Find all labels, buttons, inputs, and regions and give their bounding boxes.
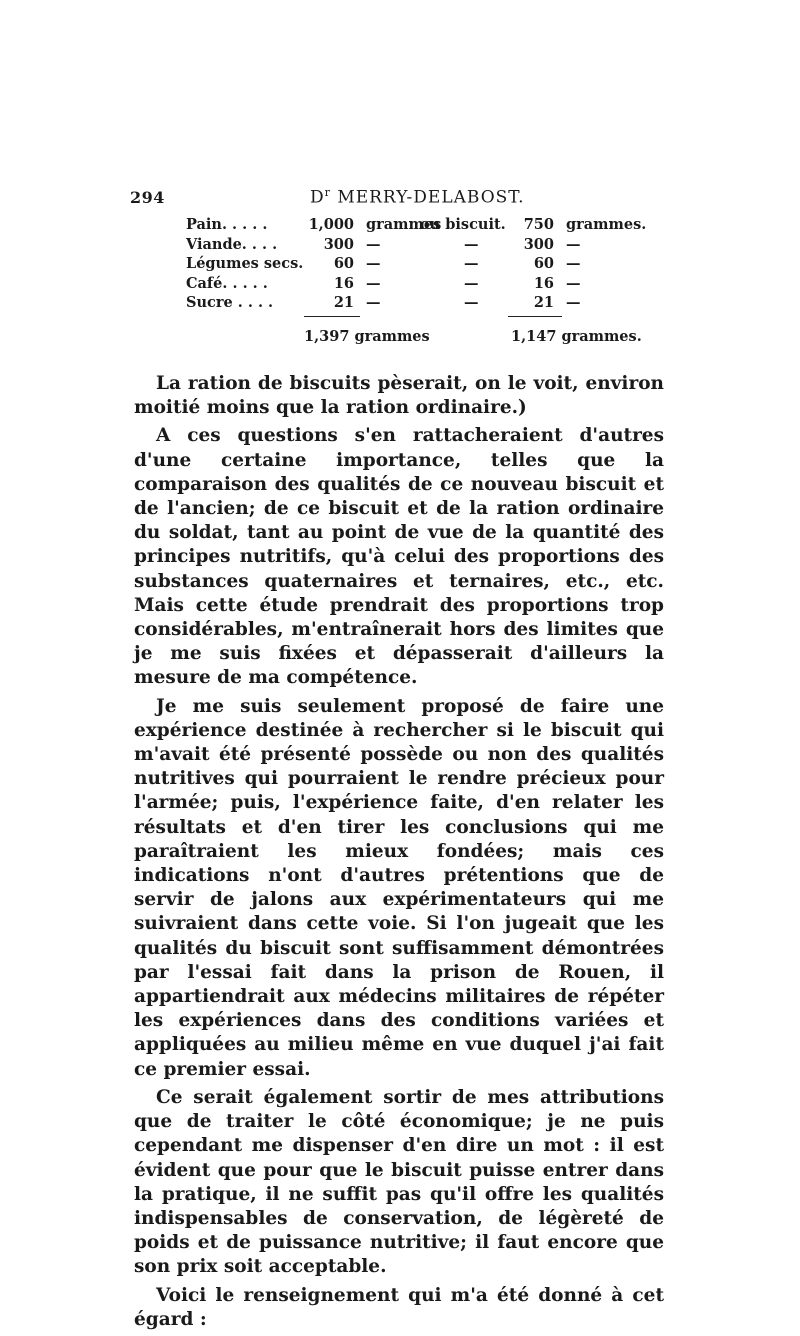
row-unit-ordinary: grammes	[366, 216, 442, 233]
paragraph: Je me suis seulement proposé de faire une expérience destinée à rechercher si le biscuit qui m'avait été présenté possède ou non des qualités nutritives qui pourraient le rendre précieux pour l'armée; puis, l'expérience faite, d'en relater les résultats et d'en tirer les conclusions qui me paraîtraient les mieux fondées; mais ces indications n'ont d'autres prétentions que de servir de jalons aux expérimentateurs qui me suivraient dans cette voie. Si l'on jugeait que les qualités du biscuit sont suffisamment démontrées par l'essai fait dans la prison de Rouen, il appartiendrait aux médecins militaires de répéter les expériences dans des conditions variées et appliquées au milieu même en vue duquel j'ai fait ce premier essai.	[134, 695, 664, 1080]
table-row	[186, 236, 646, 256]
row-dash: —	[464, 274, 479, 292]
row-unit-ordinary: —	[366, 294, 381, 311]
table-row	[186, 275, 646, 295]
row-quantity-biscuit: 60	[533, 255, 554, 272]
paragraph: Voici le renseignement qui m'a été donné à cet égard :	[134, 1284, 664, 1330]
totals-row	[186, 328, 646, 348]
row-quantity-biscuit: 16	[533, 274, 554, 292]
row-quantity-ordinary: 60	[333, 255, 354, 272]
page-number: 294	[130, 188, 165, 207]
row-item: Sucre . . . .	[186, 294, 274, 311]
running-head	[310, 186, 525, 208]
paragraph: A ces questions s'en rattacheraient d'autres d'une certaine importance, telles que la comparaison des qualités de ce nouveau biscuit et de l'ancien; de ce biscuit et de la ration ordinaire du soldat, tant au point de vue de la quantité des principes nutritifs, qu'à celui des proportions des substances quaternaires et ternaires, etc., etc. Mais cette étude prendrait des proportions trop considérables, m'entraînerait hors des limites que je me suis fixées et dépasserait d'ailleurs la mesure de ma compétence.	[134, 425, 664, 689]
ration-table	[186, 216, 647, 345]
row-unit-ordinary: —	[366, 274, 381, 292]
author-prefix: D	[310, 187, 325, 208]
row-quantity-biscuit: 750	[523, 216, 554, 233]
table-row	[186, 294, 646, 314]
row-unit-ordinary: —	[366, 255, 381, 272]
body-text	[134, 372, 664, 1336]
row-item: Pain. . . . .	[186, 216, 268, 233]
table-row	[186, 255, 646, 275]
row-unit-biscuit: —	[566, 255, 581, 272]
total-ordinary: 1,397 grammes	[304, 328, 430, 345]
row-dash: —	[464, 235, 479, 253]
sum-rule-ordinary	[304, 316, 360, 317]
row-unit-biscuit: —	[566, 235, 581, 253]
page-header	[130, 180, 670, 210]
row-unit-ordinary: —	[366, 235, 381, 253]
total-biscuit: 1,147 grammes.	[511, 328, 642, 345]
author-prefix-superscript: r	[324, 186, 331, 199]
row-unit-biscuit: grammes.	[566, 216, 647, 233]
row-quantity-ordinary: 21	[333, 294, 354, 311]
row-quantity-ordinary: 1,000	[308, 216, 354, 233]
sum-rule-biscuit	[508, 316, 562, 317]
author-name: MERRY-DELABOST.	[337, 187, 525, 208]
row-quantity-ordinary: 16	[333, 274, 354, 292]
row-quantity-biscuit: 21	[533, 294, 554, 311]
table-row	[186, 216, 646, 236]
row-unit-biscuit: —	[566, 274, 581, 292]
paragraph: Ce serait également sortir de mes attributions que de traiter le côté économique; je ne puis cependant me dispenser d'en dire un mot : il est évident que pour que le biscuit puisse entrer dans la pratique, il ne suffit pas qu'il offre les qualités indispensables de conservation, de légèreté de poids et de puissance nutritive; il faut encore que son prix soit acceptable.	[134, 1086, 664, 1278]
row-quantity-ordinary: 300	[323, 235, 354, 253]
row-dash: —	[464, 255, 479, 272]
row-unit-biscuit: —	[566, 294, 581, 311]
row-item: Légumes secs.	[186, 255, 304, 272]
row-alternative: ou biscuit.	[420, 216, 506, 233]
row-dash: —	[464, 294, 479, 311]
row-item: Viande. . . .	[186, 235, 278, 253]
row-item: Café. . . . .	[186, 274, 268, 292]
paragraph: La ration de biscuits pèserait, on le voit, environ moitié moins que la ration ordinaire.)	[134, 373, 664, 419]
row-quantity-biscuit: 300	[523, 235, 554, 253]
